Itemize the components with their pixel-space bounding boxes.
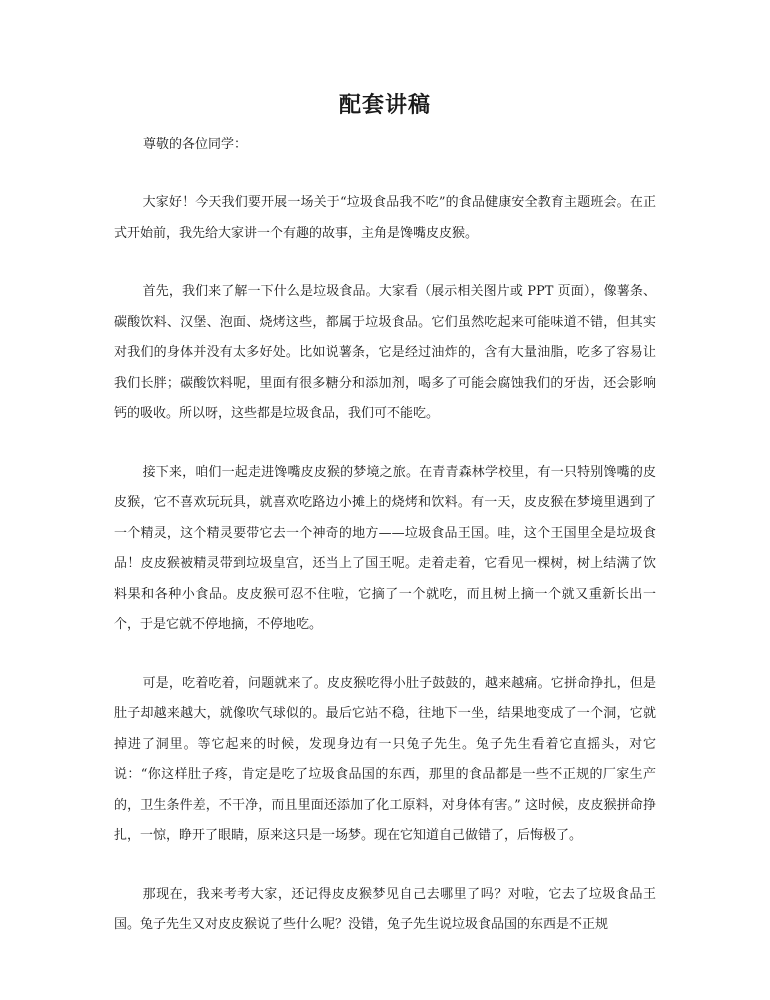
paragraph-dream-journey: 接下来，咱们一起走进馋嘴皮皮猴的梦境之旅。在青青森林学校里，有一只特别馋嘴的皮皮猴，它不喜欢玩玩具，就喜欢吃路边小摊上的烧烤和饮料。有一天，皮皮猴在梦境里遇到了一个精灵，这个精灵要带它去一个神奇的地方——垃圾食品王国。哇，这个王国里全是垃圾食品！皮皮猴被精灵带到垃圾皇宫，还当上了国王呢。走着走着，它看见一棵树，树上结满了饮料果和各种小食品。皮皮猴可忍不住啦，它摘了一个就吃，而且树上摘一个就又重新长出一个，于是它就不停地摘，不停地吃。: [114, 464, 656, 632]
paragraph-consequence: 可是，吃着吃着，问题就来了。皮皮猴吃得小肚子鼓鼓的，越来越痛。它拼命挣扎，但是肚子却越来越大，就像吹气球似的。最后它站不稳，往地下一坐，结果地变成了一个洞，它就掉进了洞里。等它起来的时候，发现身边有一只兔子先生。兔子先生看着它直摇头，对它说：“你这样肚子疼，肯定是吃了垃圾食品国的东西，那里的食品都是一些不正规的厂家生产的，卫生条件差，不干净，而且里面还添加了化工原料，对身体有害。” 这时候，皮皮猴拼命挣扎，一惊，睁开了眼睛，原来这只是一场梦。现在它知道自己做错了，后悔极了。: [114, 675, 656, 843]
document-title: 配套讲稿: [338, 92, 431, 118]
paragraph-quiz: 那现在，我来考考大家，还记得皮皮猴梦见自己去哪里了吗？对啦，它去了垃圾食品王国。兔子先生又对皮皮猴说了些什么呢？没错，兔子先生说垃圾食品国的东西是不正规: [114, 886, 656, 932]
paragraph-junk-food: 首先，我们来了解一下什么是垃圾食品。大家看（展示相关图片或 PPT 页面），像薯条、碳酸饮料、汉堡、泡面、烧烤这些，都属于垃圾食品。它们虽然吃起来可能味道不错，但其实对我们的身体并没有太多好处。比如说薯条，它是经过油炸的，含有大量油脂，吃多了容易让我们长胖；碳酸饮料呢，里面有很多糖分和添加剂，喝多了可能会腐蚀我们的牙齿，还会影响钙的吸收。所以呀，这些都是垃圾食品，我们可不能吃。: [114, 284, 656, 421]
paragraph-intro: 大家好！今天我们要开展一场关于“垃圾食品我不吃”的食品健康安全教育主题班会。在正式开始前，我先给大家讲一个有趣的故事，主角是馋嘴皮皮猴。: [114, 195, 656, 241]
greeting-line: 尊敬的各位同学：: [143, 137, 248, 152]
